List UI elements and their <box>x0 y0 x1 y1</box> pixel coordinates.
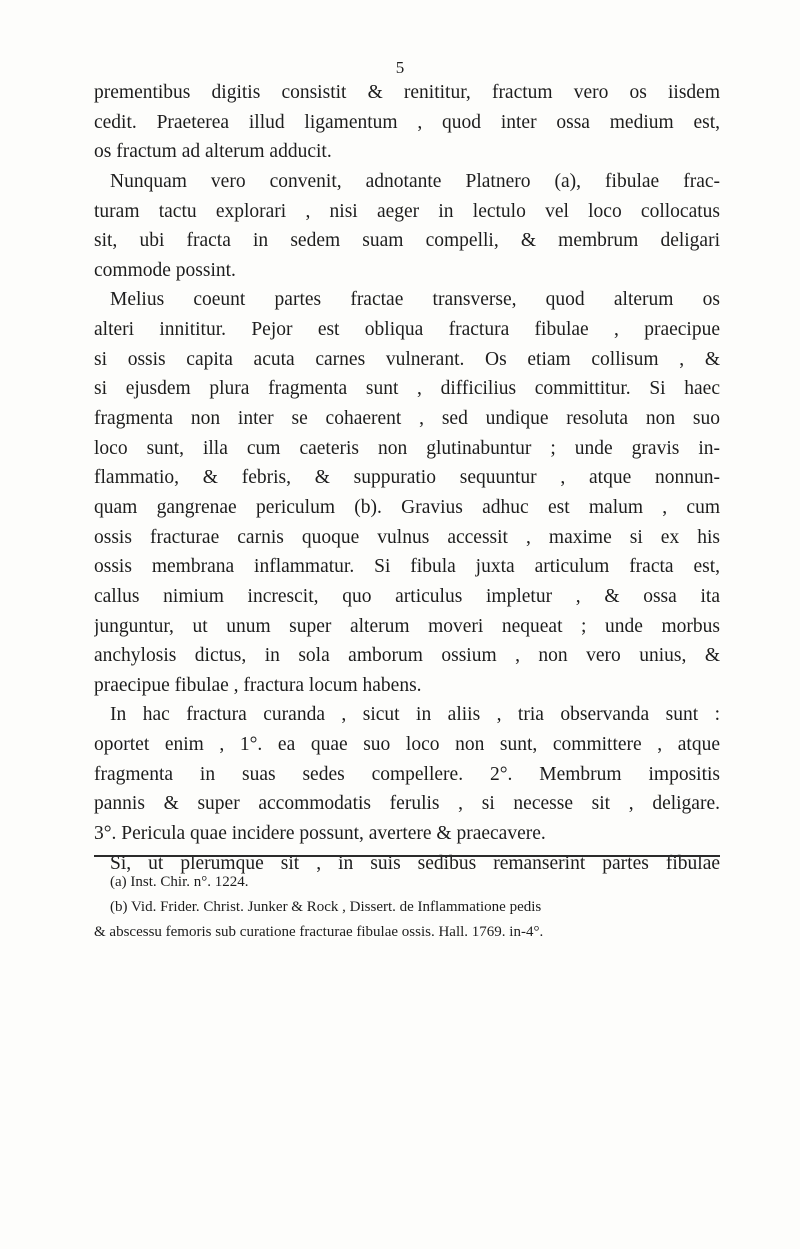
text-line: commode possint. <box>94 259 236 281</box>
text-line: ossis membrana inflammatur. Si fibula juxta articulum fracta est, <box>94 556 720 578</box>
text-line: fragmenta non inter se cohaerent , sed undique resoluta non suo <box>94 408 720 430</box>
text-line: fragmenta in suas sedes compellere. 2°. Membrum impositis <box>94 763 720 785</box>
text-line: 3°. Pericula quae incidere possunt, avertere & praecavere. <box>94 823 546 845</box>
text-line: Melius coeunt partes fractae transverse, quod alterum os <box>110 289 720 311</box>
text-line: cedit. Praeterea illud ligamentum , quod inter ossa medium est, <box>94 111 720 133</box>
footnote: (b) Vid. Frider. Christ. Junker & Rock , Dissert. de Inflammatione pedis <box>110 899 542 915</box>
text-line: callus nimium increscit, quo articulus impletur , & ossa ita <box>94 585 720 607</box>
text-line: sit, ubi fracta in sedem suam compelli, & membrum deligari <box>94 230 720 252</box>
text-line: Nunquam vero convenit, adnotante Platnero (a), fibulae frac- <box>110 170 720 192</box>
text-line: junguntur, ut unum super alterum moveri nequeat ; unde morbus <box>94 615 720 637</box>
text-line: oportet enim , 1°. ea quae suo loco non sunt, committere , atque <box>94 734 720 756</box>
text-line: quam gangrenae periculum (b). Gravius adhuc est malum , cum <box>94 496 720 518</box>
text-line: alteri innititur. Pejor est obliqua fractura fibulae , praecipue <box>94 319 720 341</box>
text-line: flammatio, & febris, & suppuratio sequuntur , atque nonnun- <box>94 467 720 489</box>
body-text <box>94 78 720 878</box>
text-line: prementibus digitis consistit & renititur, fractum vero os iisdem <box>94 82 720 103</box>
text-line: praecipue fibulae , fractura locum habens. <box>94 674 422 696</box>
footnote: (a) Inst. Chir. n°. 1224. <box>110 874 249 890</box>
text-line: ossis fracturae carnis quoque vulnus accessit , maxime si ex his <box>94 526 720 548</box>
text-line: si ossis capita acuta carnes vulnerant. Os etiam collisum , & <box>94 348 720 370</box>
footnote: & abscessu femoris sub curatione fracturae fibulae ossis. Hall. 1769. in-4°. <box>94 924 544 940</box>
text-line: pannis & super accommodatis ferulis , si necesse sit , deligare. <box>94 793 720 815</box>
page-number: 5 <box>395 58 405 77</box>
footnote-divider <box>94 855 720 857</box>
text-line: anchylosis dictus, in sola amborum ossium , non vero unius, & <box>94 645 720 667</box>
footnotes <box>94 870 720 945</box>
text-line: In hac fractura curanda , sicut in aliis , tria observanda sunt : <box>110 704 720 726</box>
text-line: os fractum ad alterum adducit. <box>94 141 332 163</box>
text-line: Si, ut plerumque sit , in suis sedibus remanserint partes fibulae <box>110 852 720 874</box>
text-line: si ejusdem plura fragmenta sunt , difficilius committitur. Si haec <box>94 378 720 400</box>
text-line: turam tactu explorari , nisi aeger in lectulo vel loco collocatus <box>94 200 720 222</box>
text-line: loco sunt, illa cum caeteris non glutinabuntur ; unde gravis in- <box>94 437 720 459</box>
